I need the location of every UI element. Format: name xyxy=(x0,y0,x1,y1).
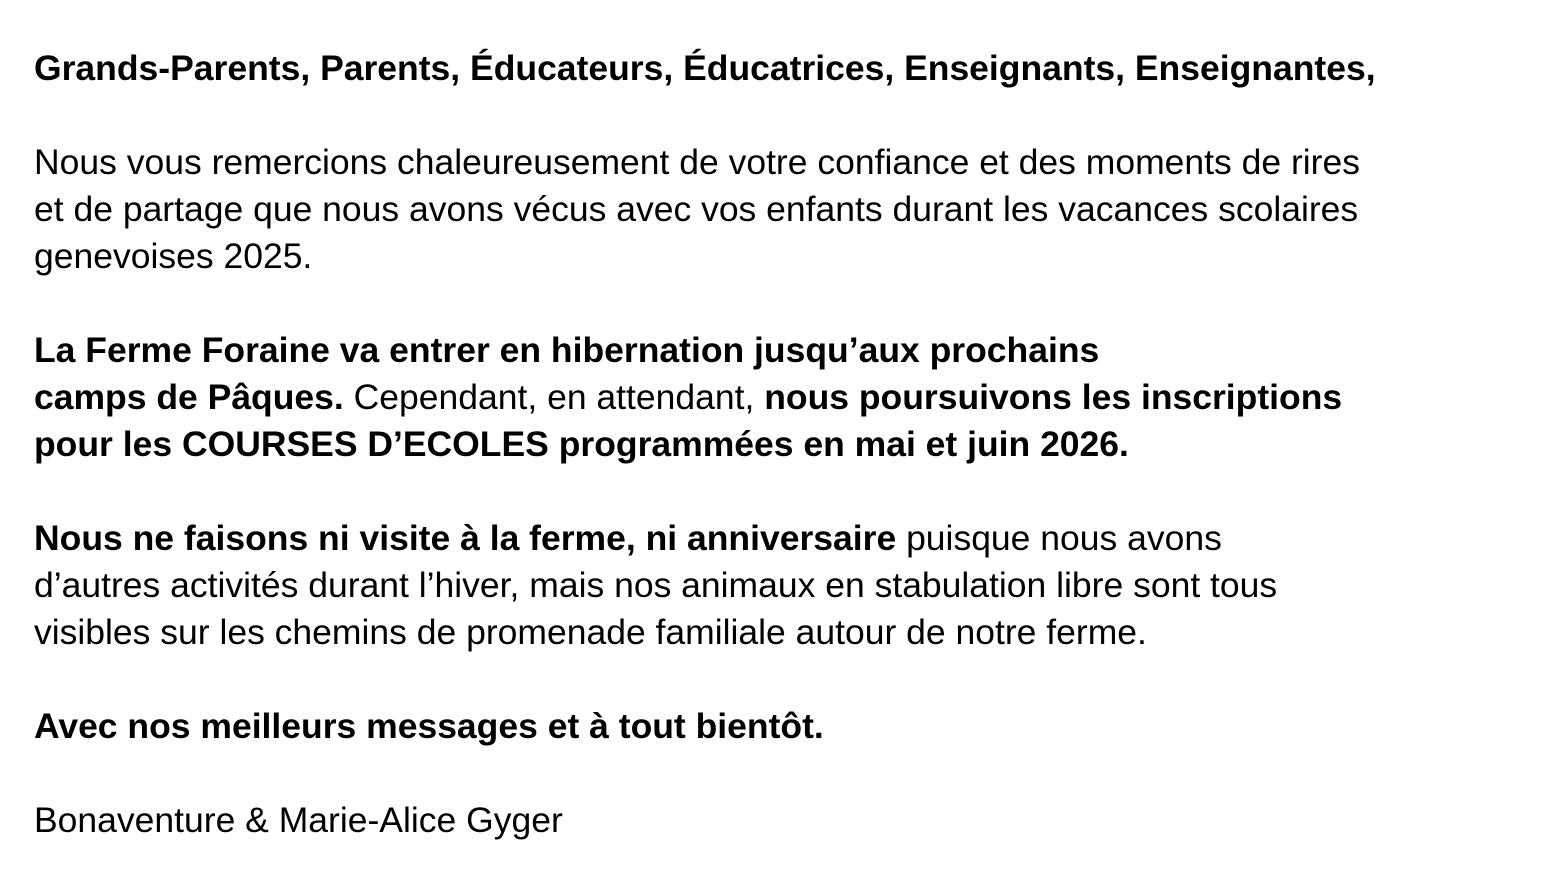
paragraph-line: visibles sur les chemins de promenade familiale autour de notre ferme. xyxy=(34,612,1147,652)
bold-text: La Ferme Foraine va entrer en hibernation jusqu’aux prochains xyxy=(34,330,1100,370)
paragraph-line xyxy=(34,374,1342,421)
bold-text: pour les COURSES D’ECOLES programmées en mai et juin 2026. xyxy=(34,424,1129,464)
bold-text: nous poursuivons les inscriptions xyxy=(764,377,1343,417)
signature: Bonaventure & Marie-Alice Gyger xyxy=(34,800,563,840)
bold-text: Nous ne faisons ni visite à la ferme, ni anniversaire xyxy=(34,518,897,558)
regular-text: Cependant, en attendant, xyxy=(343,377,765,417)
paragraph-line xyxy=(34,515,1222,562)
paragraph-line: Nous vous remercions chaleureusement de votre confiance et des moments de rires xyxy=(34,142,1360,182)
closing-text: Avec nos meilleurs messages et à tout bientôt. xyxy=(34,706,824,746)
greeting xyxy=(34,45,1376,92)
bold-text: camps de Pâques. xyxy=(34,377,344,417)
paragraph-line xyxy=(34,421,1129,468)
paragraph-line xyxy=(34,327,1099,374)
greeting-text: Grands-Parents, Parents, Éducateurs, Éducatrices, Enseignants, Enseignantes, xyxy=(34,48,1376,88)
paragraph-line: d’autres activités durant l’hiver, mais nos animaux en stabulation libre sont tous xyxy=(34,565,1278,605)
paragraph-line: genevoises 2025. xyxy=(34,236,313,276)
closing xyxy=(34,703,824,750)
regular-text: puisque nous avons xyxy=(896,518,1222,558)
paragraph-line: et de partage que nous avons vécus avec vos enfants durant les vacances scolaires xyxy=(34,189,1359,229)
